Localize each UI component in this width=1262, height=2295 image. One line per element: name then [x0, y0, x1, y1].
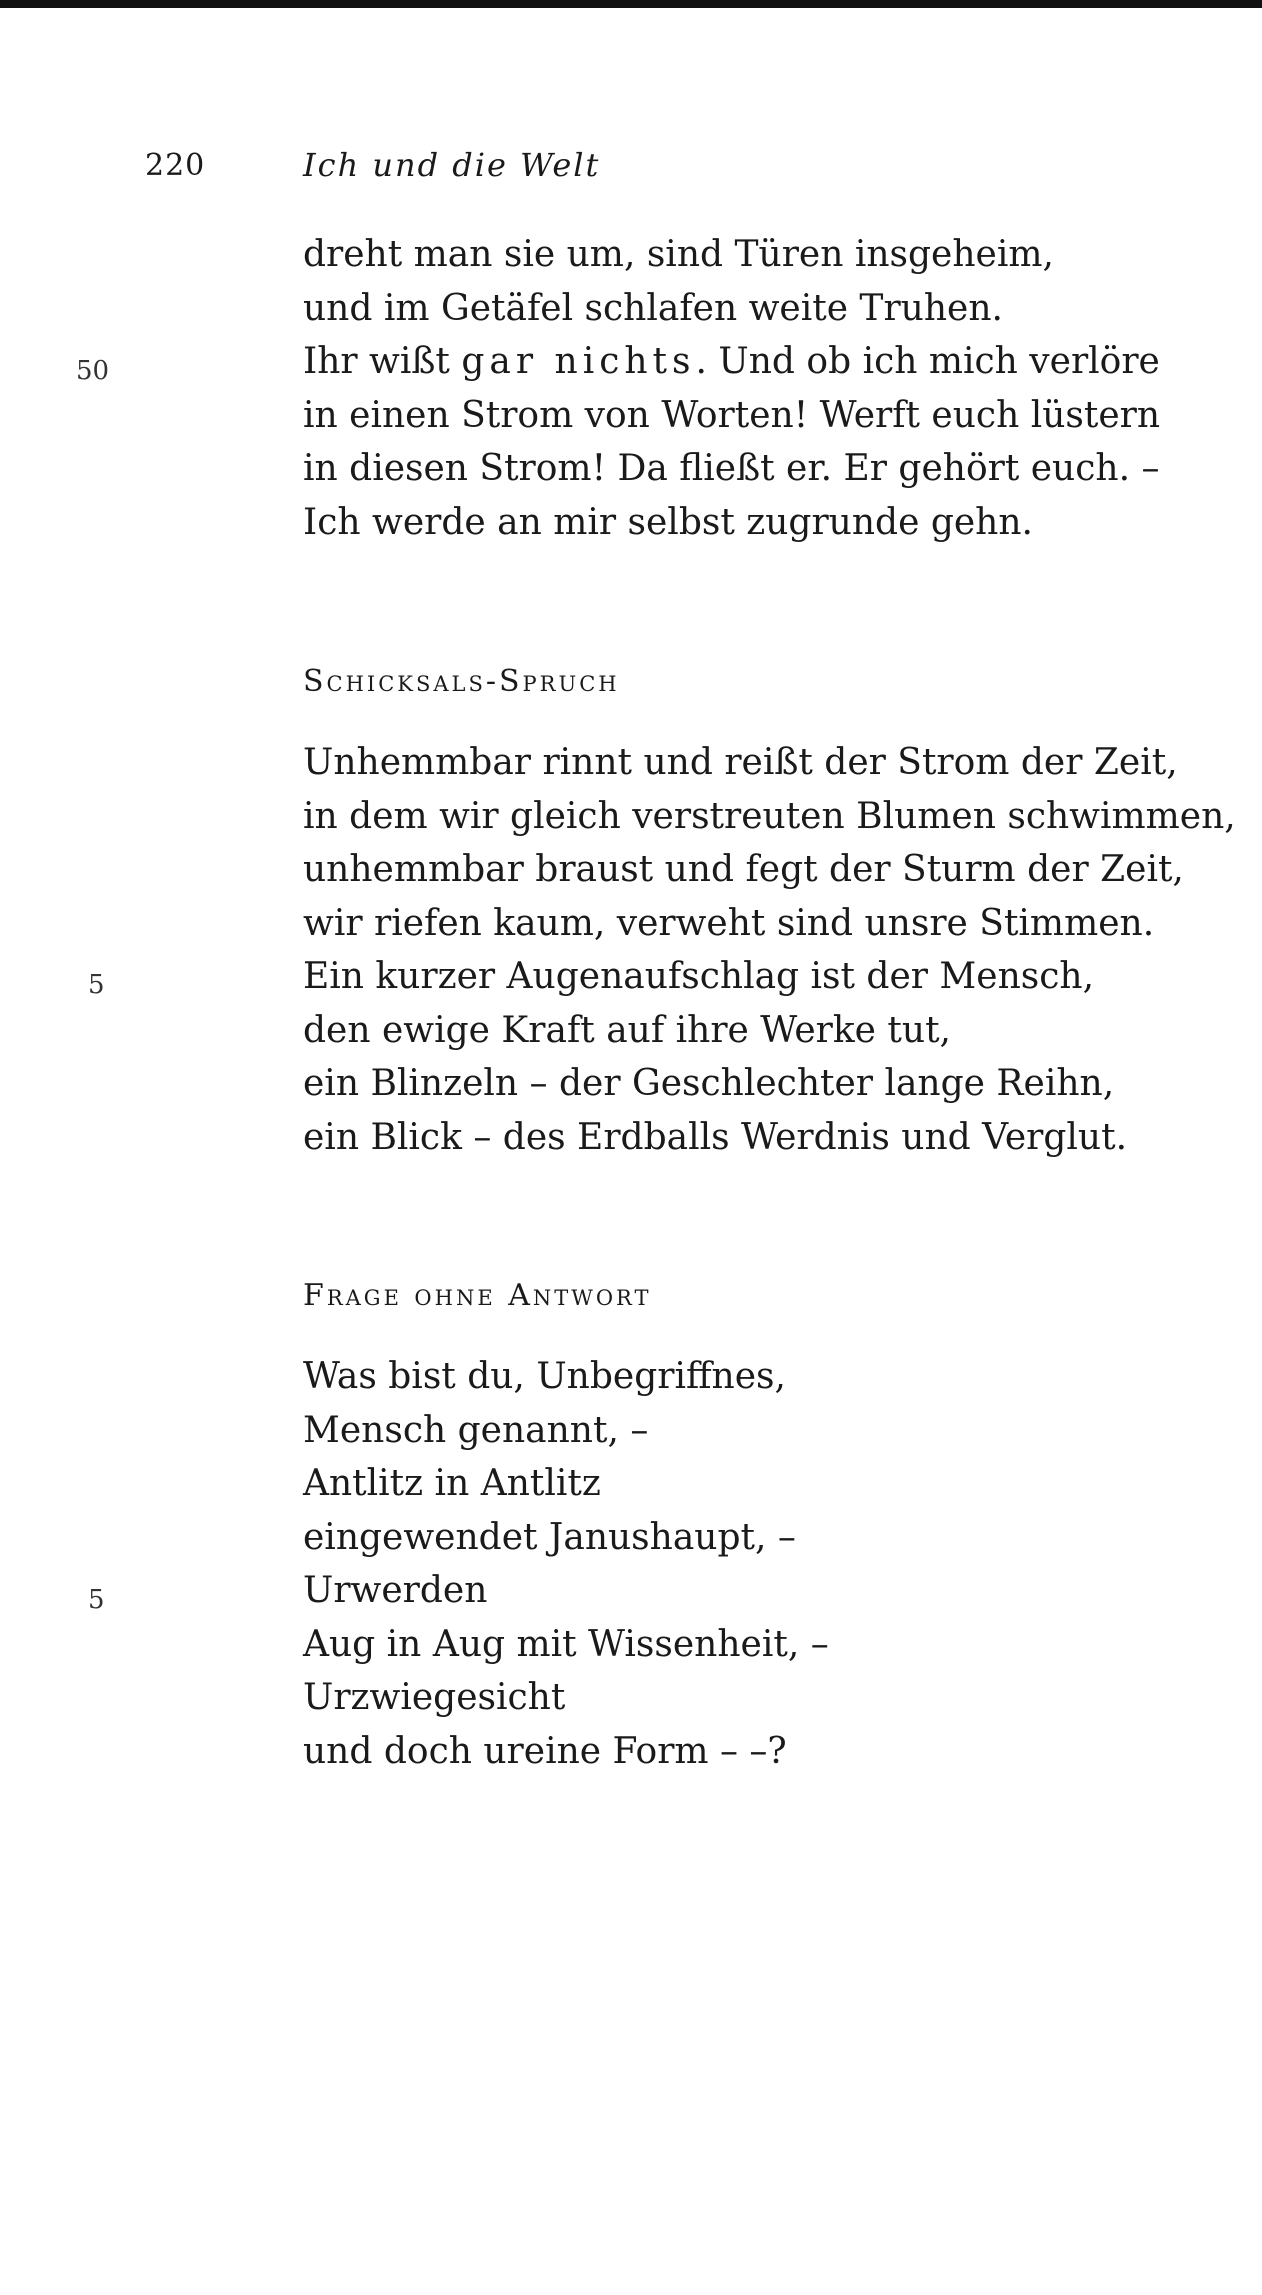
poem-line: Aug in Aug mit Wissenheit, – [303, 1623, 829, 1665]
poem-line: Urzwiegesicht [303, 1677, 566, 1718]
poem-stanza-frage [303, 1350, 829, 1778]
poem-line: Unhemmbar rinnt und reißt der Strom der Zeit, [303, 742, 1178, 783]
poem-line-text: Ihr wißt [303, 341, 462, 382]
line-number-marker: 50 [76, 356, 110, 386]
poem-line: unhemmbar braust und fegt der Sturm der Zeit, [303, 849, 1184, 890]
page-number: 220 [145, 148, 206, 183]
poem-line: ein Blick – des Erdballs Werdnis und Verglut. [303, 1116, 1128, 1158]
poem-line: Was bist du, Unbegriffnes, [303, 1356, 786, 1397]
poem-title: Frage ohne Antwort [303, 1278, 652, 1313]
top-border-rule [0, 0, 1262, 8]
poem-line: dreht man sie um, sind Türen insgeheim, [303, 234, 1054, 275]
running-head: Ich und die Welt [303, 146, 601, 184]
poem-stanza-schicksal [303, 736, 1236, 1164]
poem-line: Ein kurzer Augenaufschlag ist der Mensch, [303, 956, 1095, 997]
poem-line: Mensch genannt, – [303, 1409, 649, 1451]
poem-line [303, 335, 1160, 389]
poem-line: den ewige Kraft auf ihre Werke tut, [303, 1009, 951, 1051]
poem-line: und doch ureine Form – –? [303, 1730, 787, 1772]
continuation-stanza [303, 228, 1160, 549]
line-number-marker: 5 [88, 1585, 105, 1615]
spaced-emphasis: gar nichts [461, 341, 696, 382]
poem-line: Ich werde an mir selbst zugrunde gehn. [303, 501, 1033, 543]
poem-line: Antlitz in Antlitz [303, 1463, 601, 1504]
poem-line-text: . Und ob ich mich verlöre [695, 341, 1160, 382]
poem-line: in diesen Strom! Da fließt er. Er gehört euch. – [303, 448, 1160, 489]
poem-line: Urwerden [303, 1570, 488, 1611]
poem-title: Schicksals-Spruch [303, 664, 620, 699]
poem-line: wir riefen kaum, verweht sind unsre Stimmen. [303, 902, 1155, 944]
poem-line: und im Getäfel schlafen weite Truhen. [303, 287, 1003, 329]
poem-line: ein Blinzeln – der Geschlechter lange Reihn, [303, 1063, 1115, 1104]
line-number-marker: 5 [88, 970, 105, 1000]
poem-line: eingewendet Janushaupt, – [303, 1516, 796, 1558]
poem-line: in einen Strom von Worten! Werft euch lüstern [303, 394, 1161, 436]
poem-line: in dem wir gleich verstreuten Blumen schwimmen, [303, 795, 1236, 837]
